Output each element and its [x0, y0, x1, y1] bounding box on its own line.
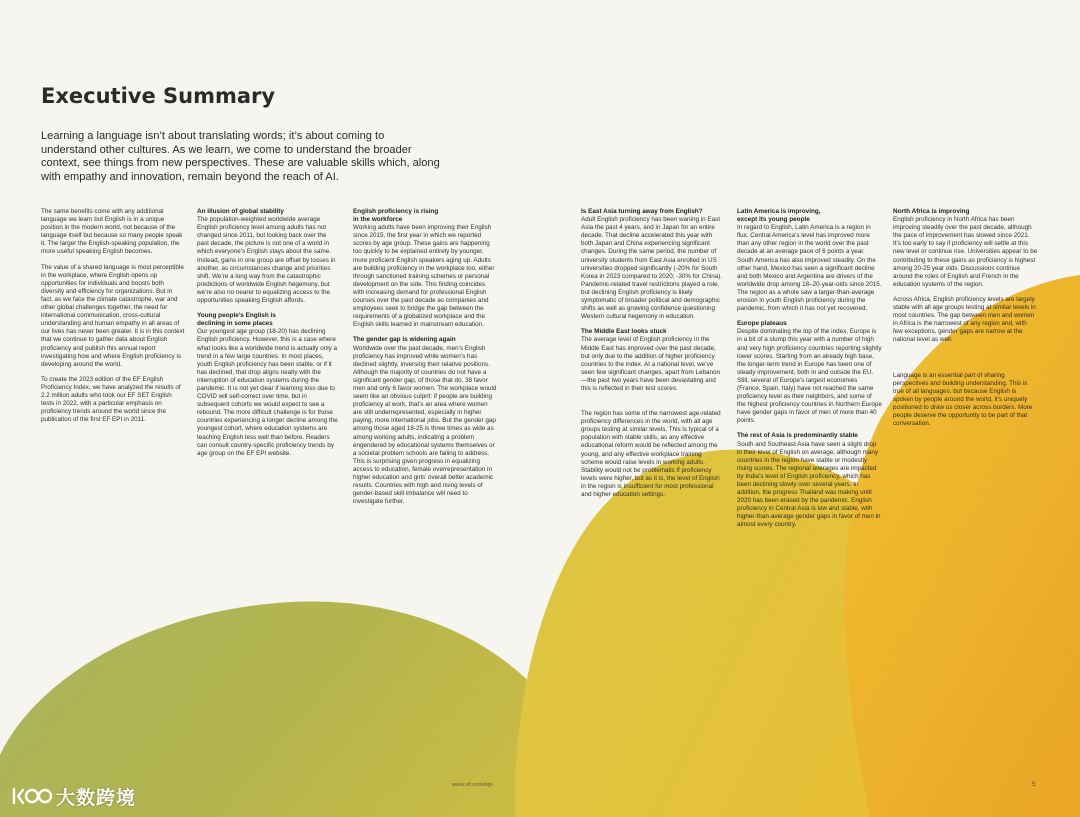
section-heading: Young people’s English is: [197, 312, 276, 320]
page-number: 5: [1032, 781, 1036, 788]
paragraph: South and Southeast Asia have seen a slight drop in their level of English on average, although many countries in the region have stable or modestly rising scores. The regional averages are impacted by India’s level of English proficiency, which has been declining slowly over several years. In addition, the progress Thailand was making until 2020 has been erased by the pandemic. English proficiency in Central Asia is low and stable, with higher-than-average gender gaps in favor of men in almost every country.: [737, 440, 881, 529]
section-heading: The Middle East looks stuck: [581, 328, 667, 336]
paragraph: Despite dominating the top of the index, Europe is in a bit of a slump this year with a number of high and very high proficiency countries reporting slightly lower scores. Starting from an already high base, the longer-term trend in Europe has been one of steady improvement, both in and outside the EU. Still, several of Europe’s largest economies (France, Spain, Italy) have not reached the same proficiency level as their neighbors, and some of the highest proficiency countries in Northern Europe have gender gaps in favor of men of more than 40 points.: [737, 328, 882, 425]
section-heading: Is East Asia turning away from English?: [581, 208, 703, 215]
paragraph: To create the 2023 edition of the EF English Proficiency Index, we have analyzed the results of 2.2 million adults who took our EF SET English tests in 2022, with a particular emphasis on proficiency trends around the world since the publication of the first EF EPI in 2011.: [41, 375, 181, 424]
watermark-text: 大数跨境: [56, 786, 137, 809]
paragraph: Our youngest age group (18-20) has declining English proficiency. However, this is a case where what looks like a worldwide trend is actually only a trend in a few large countries. In most places, youth English proficiency has been stable, or if it has declined, that drop aligns neatly with the interruption of education systems during the pandemic. It is not yet clear if learning loss due to COVID will self-correct over time, but in subsequent cohorts we would expect to see a rebound. The more difficult challenge is for those countries experiencing a longer decline among the youngest cohort, where education systems are teaching English less well than before. Readers can consult country-specific proficiency trends by age group on the EF EPI website.: [197, 328, 338, 457]
section-heading: Latin America is improving,: [737, 208, 821, 215]
paragraph: Adult English proficiency has been waning in East Asia the past 4 years, and in Japan for an entire decade. That decline accelerated this year with both Japan and China experiencing significant changes. During the same period, the number of university students from East Asia enrolled in US universities dropped significantly (-20% for South Korea in 2023 compared to 2020; -30% for China). Pandemic-related travel restrictions played a role, but declining English proficiency is likely symptomatic of broader political and demographic shifts as well as growing confidence questioning Western cultural hegemony in education.: [581, 216, 723, 321]
intro-paragraph: Learning a language isn’t about translating words; it’s about coming to understand other cultures. As we learn, we come to understand the broader context, see things from new perspectives. These are valuable skills which, along with empathy and innovation, remain beyond the reach of AI.: [41, 130, 440, 183]
column-4: [581, 208, 723, 506]
page-title: Executive Summary: [41, 84, 276, 108]
column-6: [893, 208, 1038, 435]
column-1: [41, 208, 185, 431]
paragraph: Across Africa, English proficiency levels are largely stable with all age groups testing at similar levels in most countries. The gap between men and women in Africa is the narrowest of any region and, with few exceptions, gender gaps are narrow at the national level as well.: [893, 295, 1036, 344]
footer-url[interactable]: www.ef.com/epi: [452, 782, 493, 788]
paragraph: Working adults have been improving their English since 2015, the first year in which we reported scores by age group. These gains are happening too quickly to be explained entirely by younger, more proficient English speakers aging up. Adults are building proficiency in the workplace too, either through sanctioned training schemes or personal development on the side. This finding coincides with increasing demand for professional English courses over the past decade as companies and employees seek to bridge the gap between the requirements of a globalized workplace and the English skills learned in mainstream education.: [353, 224, 495, 329]
section-heading: Europe plateaus: [737, 320, 787, 328]
section-heading: in the workforce: [353, 216, 403, 224]
column-5: [737, 208, 882, 537]
paragraph: Language is an essential part of sharing perspectives and building understanding. This is true of all languages, but because English is spoken by people around the world, it’s uniquely positioned to draw us closer across borders. More people deserve the opportunity to be part of that conversation.: [893, 371, 1033, 428]
paragraph: The same benefits come with any additional language we learn but English is in a unique position in the modern world, not because of the language itself but because so many people speak it. The larger the English-speaking population, the more useful speaking English becomes.: [41, 208, 183, 256]
paragraph: In regard to English, Latin America is a region in flux. Central America’s level has improved more than any other region in the world over the past decade at an average pace of 6 points a year. South America has also improved steadily. On the other hand, Mexico has seen a significant decline and both Mexico and Argentina are drivers of the worldwide drop among 18–20-year-olds since 2015. The region as a whole saw a larger-than-average erosion in youth English proficiency during the pandemic, from which it has not yet recovered.: [737, 224, 882, 313]
section-heading: declining in some places: [197, 320, 273, 328]
section-heading: except its young people: [737, 216, 810, 224]
watermark: [10, 781, 136, 811]
watermark-logo-icon: [10, 783, 54, 809]
section-heading: The rest of Asia is predominantly stable: [737, 432, 858, 440]
section-heading: North Africa is improving: [893, 208, 970, 215]
paragraph: The region has some of the narrowest age-related proficiency differences in the world, with all age groups testing at similar levels. This is typical of a population with stable skills, as any effective educational reform would be reflected among the young, and any effective workplace training scheme would raise levels in working adults. Stability would not be problematic if proficiency levels were higher, but as it is, the level of English in the region is insufficient for most professional and higher education settings.: [581, 410, 721, 498]
paragraph: The value of a shared language is most perceptible in the workplace, where English opens up opportunities for individuals and boosts both diversity and efficiency for organizations. But in fact, as we face the climate catastrophe, war and other global challenges together, the need for international communication, cross-cultural understanding and human empathy in all areas of our lives has never been greater. It is in this context that we continue to gather data about English proficiency and publish this annual report investigating how and where English proficiency is developing around the world.: [41, 263, 185, 368]
paragraph: The population-weighted worldwide average English proficiency level among adults has not changed since 2011, but looking back over the past decade, the picture is not one of a world in which everyone’s English stays about the same. Instead, gains in one group are offset by losses in another, as circumstances change and priorities shift. We’re a long way from the catastrophic predictions of worldwide English hegemony, but we’re also no nearer to equalizing access to the opportunities speaking English affords.: [197, 216, 336, 305]
section-heading: English proficiency is rising: [353, 208, 439, 215]
column-3: [353, 208, 498, 513]
section-heading: The gender gap is widening again: [353, 336, 456, 344]
paragraph: The average level of English proficiency in the Middle East has improved over the past decade, but only due to the addition of higher proficiency countries to the index. At a national level, we’ve seen few significant changes, apart from Lebanon—the past two years have been devastating and this is reflected in their test scores.: [581, 336, 720, 392]
paragraph: Worldwide over the past decade, men’s English proficiency has improved while women’s has declined slightly, inversing their relative positions. Although the majority of countries do not have a significant gender gap, of those that do, 38 favor men and only 6 favor women. The workplace would seem like an obvious culprit: if people are building proficiency at work, that’s an area where women are still underrepresented, especially in higher paying, more international jobs. But the gender gap among those aged 18-25 is three times as wide as among working adults, indicating a problem engendered by educational systems themselves or a societal problem schools are failing to address. This is surprising given progress in equalizing access to education, female overrepresentation in higher education and girls’ overall better academic results. Countries with high and rising levels of gender-based skill imbalance will need to investigate further.: [353, 344, 497, 506]
section-heading: An illusion of global stability: [197, 208, 284, 215]
paragraph: English proficiency in North Africa has been improving steadily over the past decade, although the pace of improvement has slowed since 2021. It’s too early to say if proficiency will settle at this new level or continue rise. Universities appear to be contributing to these gains as proficiency is highest among 20-25 year olds. Discussions continue around the roles of English and French in the education systems of the region.: [893, 216, 1038, 288]
column-2: [197, 208, 340, 465]
